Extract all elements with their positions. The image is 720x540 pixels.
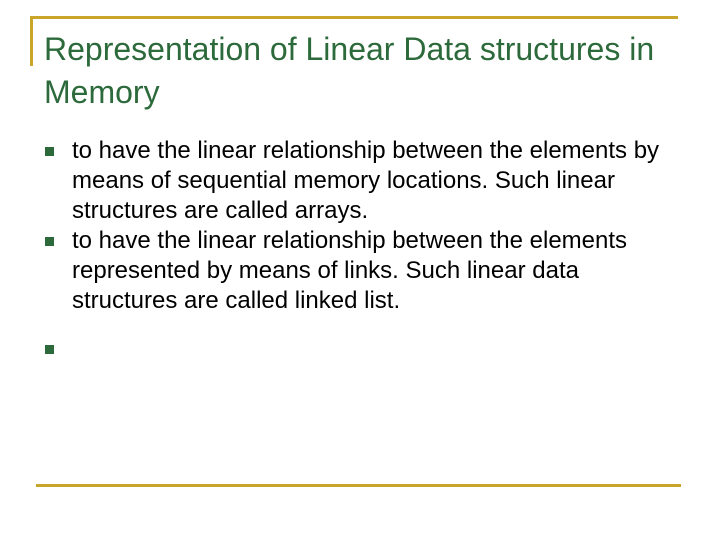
bullet-item-arrays (40, 136, 670, 226)
bottom-accent-rule (36, 484, 681, 487)
square-bullet-icon (45, 147, 54, 156)
square-bullet-icon (45, 237, 54, 246)
left-accent-rule (30, 16, 33, 66)
bullet-list (40, 136, 670, 365)
bullet-text: to have the linear relationship between the elements by means of sequential memory locations. Such linear structures are called arrays. (72, 137, 660, 224)
slide-title: Representation of Linear Data structures in Memory (44, 31, 655, 110)
bullet-item-linked-list (40, 226, 670, 316)
bullet-item-empty (40, 334, 670, 365)
top-accent-rule (30, 16, 678, 19)
square-bullet-icon (45, 345, 54, 354)
bullet-text: to have the linear relationship between the elements represented by means of links. Such linear data structures are called linked list. (72, 227, 628, 314)
